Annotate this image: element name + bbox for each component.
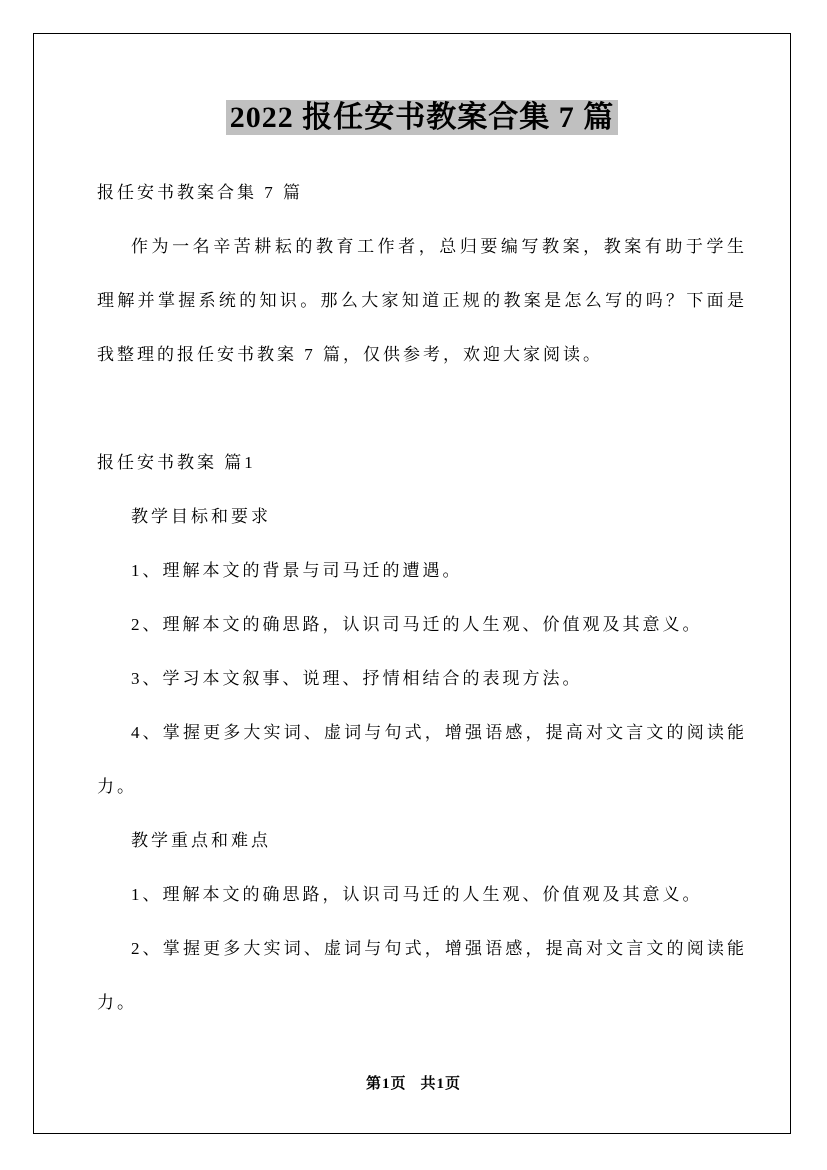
paragraph: 教学目标和要求 [131, 507, 271, 526]
paragraph: 作为一名辛苦耕耘的教育工作者，总归要编写教案，教案有助于学生理解并掌握系统的知识。那么大家知道正规的教案是怎么写的吗？下面是我整理的报任安书教案 7 篇，仅供参考，欢迎大家阅读。 [97, 237, 747, 364]
paragraph-spacer [97, 382, 747, 436]
footer-page-number: 第1页 [365, 1076, 407, 1092]
paragraph: 报任安书教案合集 7 篇 [97, 183, 303, 202]
paragraph-list [97, 166, 747, 1030]
footer-page-total: 共1页 [420, 1076, 462, 1092]
paragraph: 教学重点和难点 [131, 831, 271, 850]
paragraph: 4、掌握更多大实词、虚词与句式，增强语感，提高对文言文的阅读能力。 [97, 723, 747, 796]
paragraph: 3、学习本文叙事、说理、抒情相结合的表现方法。 [131, 669, 583, 688]
paragraph: 2、掌握更多大实词、虚词与句式，增强语感，提高对文言文的阅读能力。 [97, 939, 747, 1012]
document-content [97, 96, 747, 1030]
paragraph: 报任安书教案 篇1 [97, 453, 256, 472]
paragraph: 2、理解本文的确思路，认识司马迁的人生观、价值观及其意义。 [131, 615, 703, 634]
paragraph: 1、理解本文的确思路，认识司马迁的人生观、价值观及其意义。 [131, 885, 703, 904]
paragraph: 1、理解本文的背景与司马迁的遭遇。 [131, 561, 463, 580]
document-title [97, 96, 747, 140]
page-footer [0, 1072, 827, 1093]
document-title-highlight: 2022 报任安书教案合集 7 篇 [226, 100, 619, 135]
